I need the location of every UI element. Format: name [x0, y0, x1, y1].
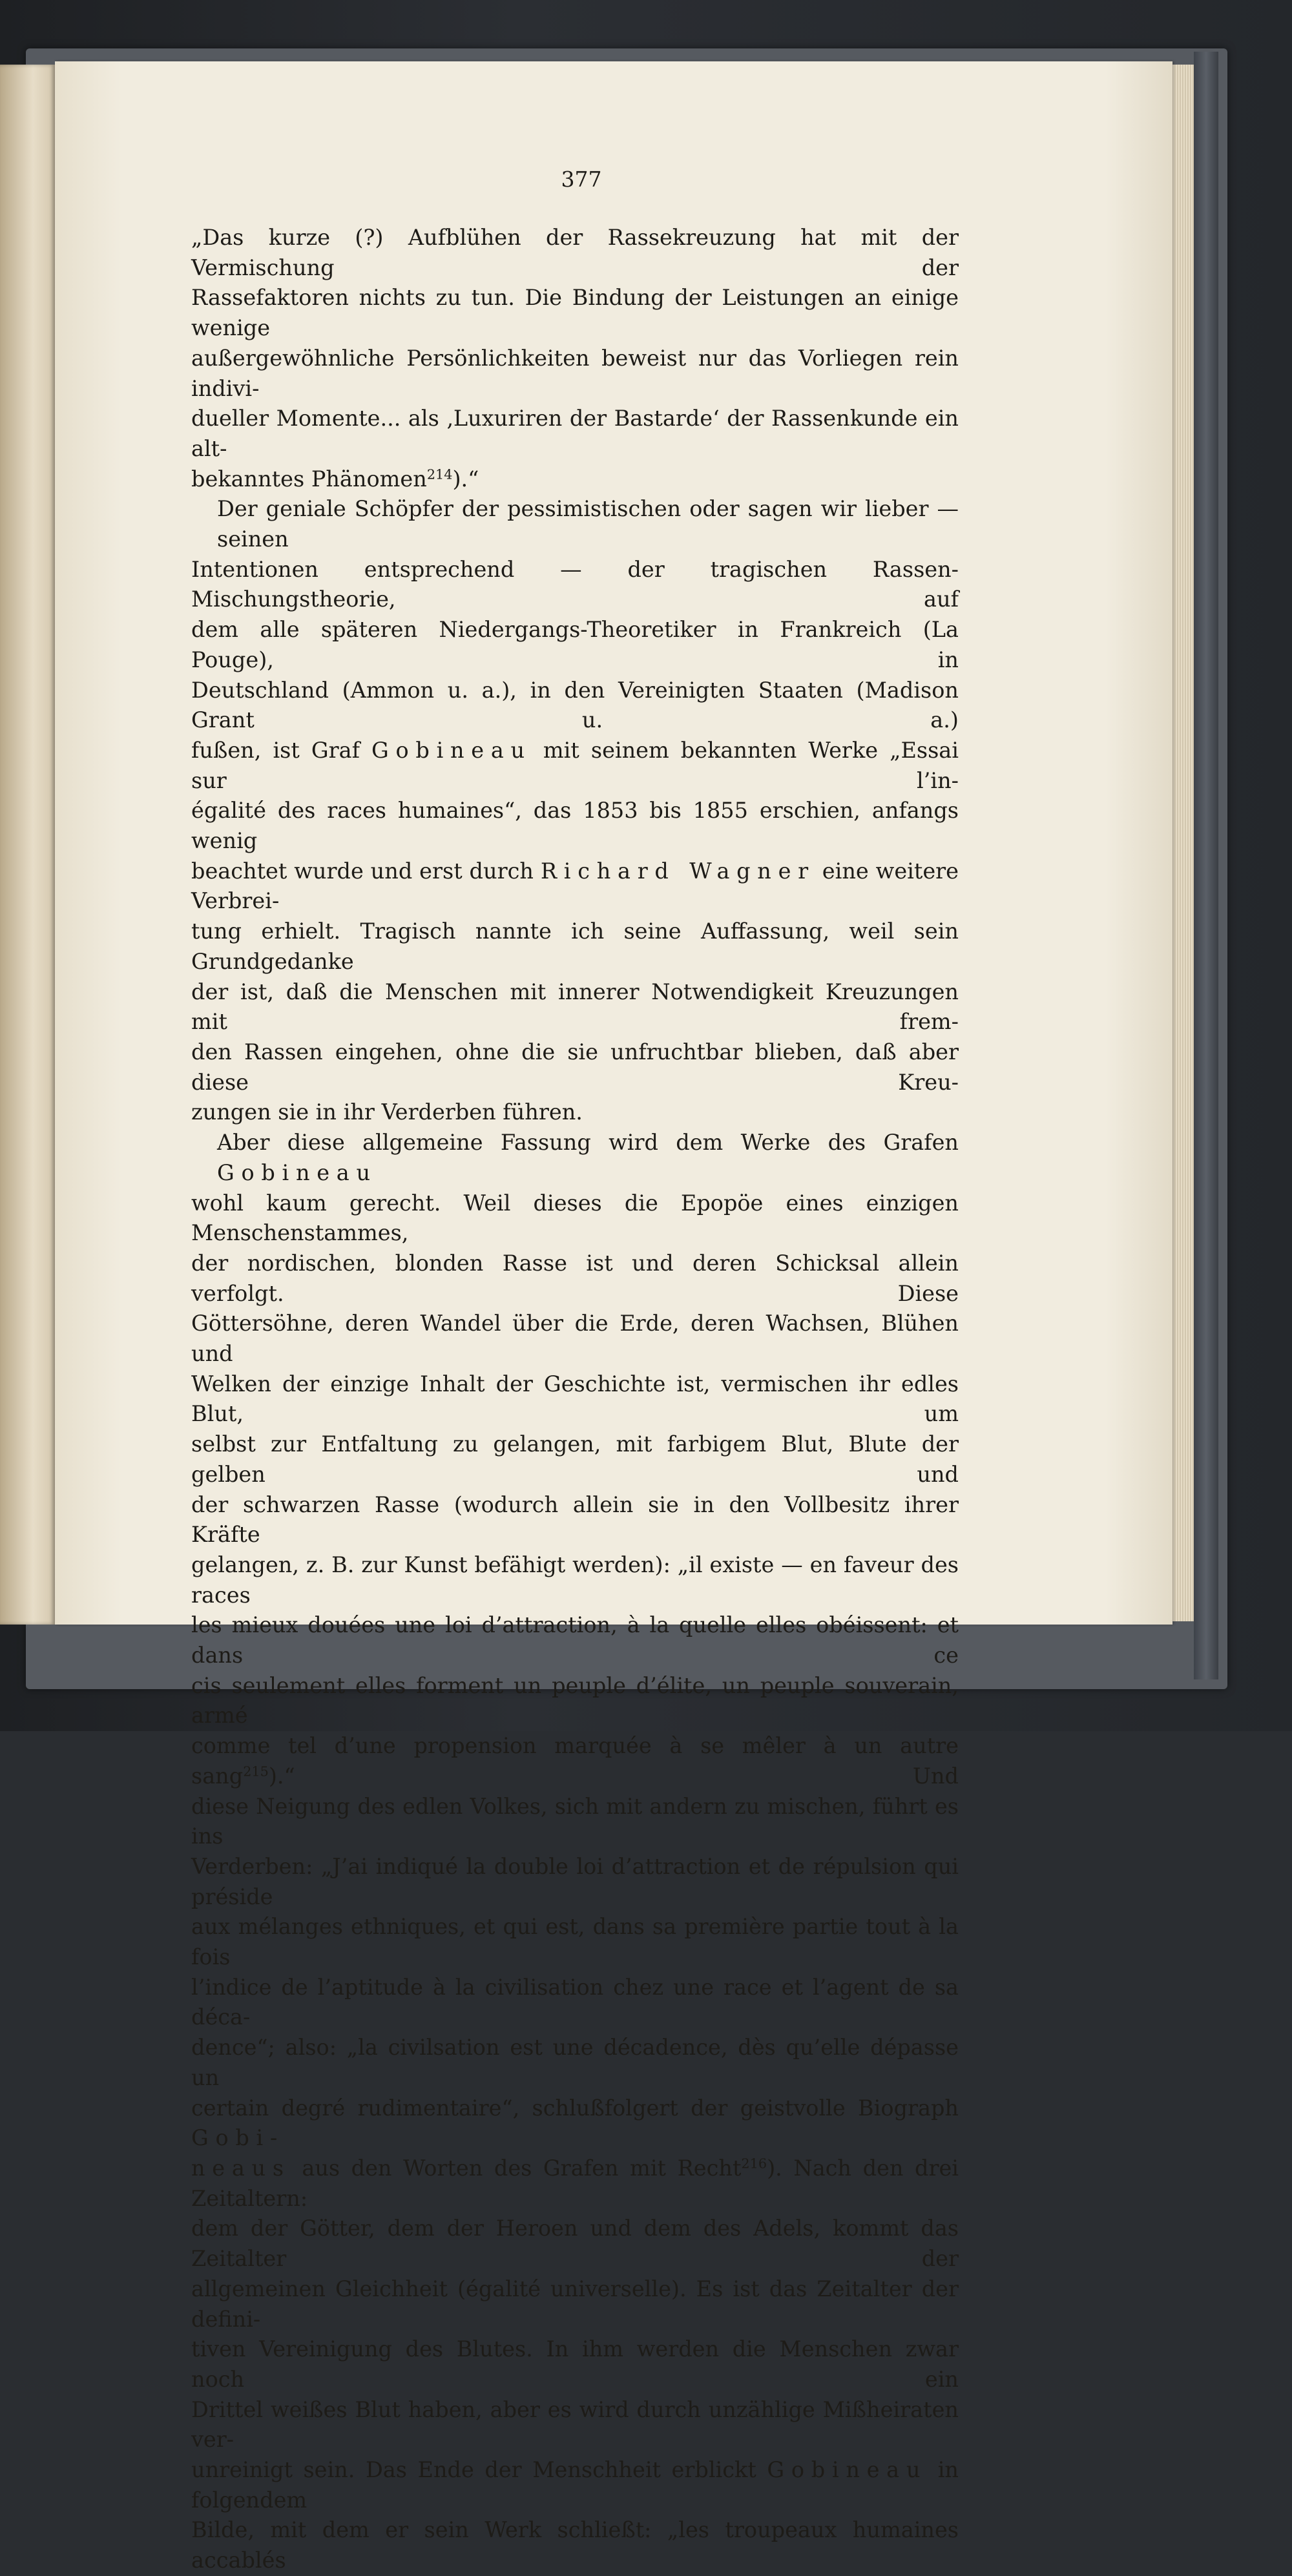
text-line: „Das kurze (?) Aufblühen der Rassekreuzung hat mit der Vermischung der — [191, 225, 959, 280]
text-line: Aber diese allgemeine Fassung wird dem Werke des Grafen Gobineau — [217, 1130, 959, 1185]
text-line: Deutschland (Ammon u. a.), in den Vereinigten Staaten (Madison Grant u. a.) — [191, 677, 959, 733]
spaced-name: Gobineau — [217, 1159, 377, 1185]
text-line: diese Neigung des edlen Volkes, sich mit andern zu mischen, führt es ins — [191, 1793, 959, 1849]
footnote-ref: 216 — [741, 2155, 767, 2172]
spaced-name: Gobineau — [371, 737, 532, 763]
text-line: les mieux douées une loi d’attraction, à la quelle elles obéissent: et dans ce — [191, 1612, 959, 1668]
text-line: Verderben: „J’ai indiqué la double loi d’attraction et de répulsion qui préside — [191, 1853, 959, 1909]
text-line: tiven Vereinigung des Blutes. In ihm werden die Menschen zwar noch ein — [191, 2336, 959, 2392]
text-line: certain degré rudimentaire“, schlußfolgert der geistvolle Biograph Gobi- — [191, 2095, 959, 2151]
text-line: aux mélanges ethniques, et qui est, dans sa première partie tout à la fois — [191, 1914, 959, 1970]
body-text — [191, 223, 959, 2576]
spaced-name: Richard Wagner — [540, 858, 815, 884]
text-line: bekanntes Phänomen$^{214}$).“ — [191, 466, 479, 492]
text-line: fußen, ist Graf Gobineau mit seinem bekannten Werke „Essai sur l’in- — [191, 737, 959, 793]
text-line: dem der Götter, dem der Heroen und dem des Adels, kommt das Zeitalter der — [191, 2216, 959, 2272]
text-line: dueller Momente... als ‚Luxuriren der Bastarde‘ der Rassenkunde ein alt- — [191, 406, 959, 461]
text-line: Drittel weißes Blut haben, aber es wird durch unzählige Mißheiraten ver- — [191, 2396, 959, 2453]
facing-page-edge — [0, 65, 55, 1625]
book-binding-spine — [1194, 52, 1218, 1679]
text-line: neaus aus den Worten des Grafen mit Recht$^{216}$). Nach den drei Zeitaltern: — [191, 2155, 959, 2211]
spaced-name: Gobineau — [767, 2457, 928, 2483]
footnote-ref: 214 — [426, 466, 453, 483]
text-line: der ist, daß die Menschen mit innerer Notwendigkeit Kreuzungen mit frem- — [191, 979, 959, 1035]
text-line: gelangen, z. B. zur Kunst befähigt werden): „il existe — en faveur des races — [191, 1552, 959, 1608]
text-line: cis seulement elles forment un peuple d’élite, un peuple souverain, armé — [191, 1672, 959, 1729]
text-line: allgemeinen Gleichheit (égalité universelle). Es ist das Zeitalter der defini- — [191, 2276, 959, 2332]
text-line: Bilde, mit dem er sein Werk schließt: „les troupeaux humaines accablés — [191, 2517, 959, 2573]
text-line: Rassefaktoren nichts zu tun. Die Bindung der Leistungen an einige wenige — [191, 285, 959, 341]
text-line: den Rassen eingehen, ohne die sie unfruchtbar blieben, daß aber diese Kreu- — [191, 1039, 959, 1095]
text-line: l’indice de l’aptitude à la civilisation chez une race et l’agent de sa déca- — [191, 1974, 959, 2030]
text-line: selbst zur Entfaltung zu gelangen, mit farbigem Blut, Blute der gelben und — [191, 1431, 959, 1487]
text-line: Welken der einzige Inhalt der Geschichte ist, vermischen ihr edles Blut, um — [191, 1371, 959, 1427]
text-line: Der geniale Schöpfer der pessimistischen oder sagen wir lieber — seinen — [217, 496, 959, 552]
footnote-ref: 215 — [243, 1763, 269, 1780]
text-line: der schwarzen Rasse (wodurch allein sie in den Vollbesitz ihrer Kräfte — [191, 1491, 959, 1548]
text-line: Intentionen entsprechend — der tragischen Rassen-Mischungstheorie, auf — [191, 556, 959, 612]
text-line: zungen sie in ihr Verderben führen. — [191, 1099, 583, 1125]
text-line: dem alle späteren Niedergangs-Theoretiker in Frankreich (La Pouge), in — [191, 617, 959, 672]
page-number: 377 — [561, 167, 602, 192]
text-line: dence“; also: „la civilsation est une décadence, dès qu’elle dépasse un — [191, 2035, 959, 2090]
text-line: Göttersöhne, deren Wandel über die Erde, deren Wachsen, Blühen und — [191, 1311, 959, 1367]
text-line: der nordischen, blonden Rasse ist und deren Schicksal allein verfolgt. Diese — [191, 1250, 959, 1306]
text-line: tung erhielt. Tragisch nannte ich seine Auffassung, weil sein Grundgedanke — [191, 919, 959, 974]
text-line: égalité des races humaines“, das 1853 bis 1855 erschien, anfangs wenig — [191, 798, 959, 854]
text-line: außergewöhnliche Persönlichkeiten beweist nur das Vorliegen rein indivi- — [191, 345, 959, 401]
text-line: unreinigt sein. Das Ende der Menschheit erblickt Gobineau in folgendem — [191, 2457, 959, 2513]
spaced-name: neaus — [191, 2155, 291, 2181]
text-line: wohl kaum gerecht. Weil dieses die Epopöe eines einzigen Menschenstammes, — [191, 1190, 959, 1246]
page-stack-edges — [1171, 65, 1194, 1621]
spaced-name: Gobi- — [191, 2125, 285, 2151]
text-line: beachtet wurde und erst durch Richard Wagner eine weitere Verbrei- — [191, 858, 959, 914]
text-line: comme tel d’une propension marquée à se mêler à un autre sang$^{215}$).“ Und — [191, 1733, 959, 1789]
